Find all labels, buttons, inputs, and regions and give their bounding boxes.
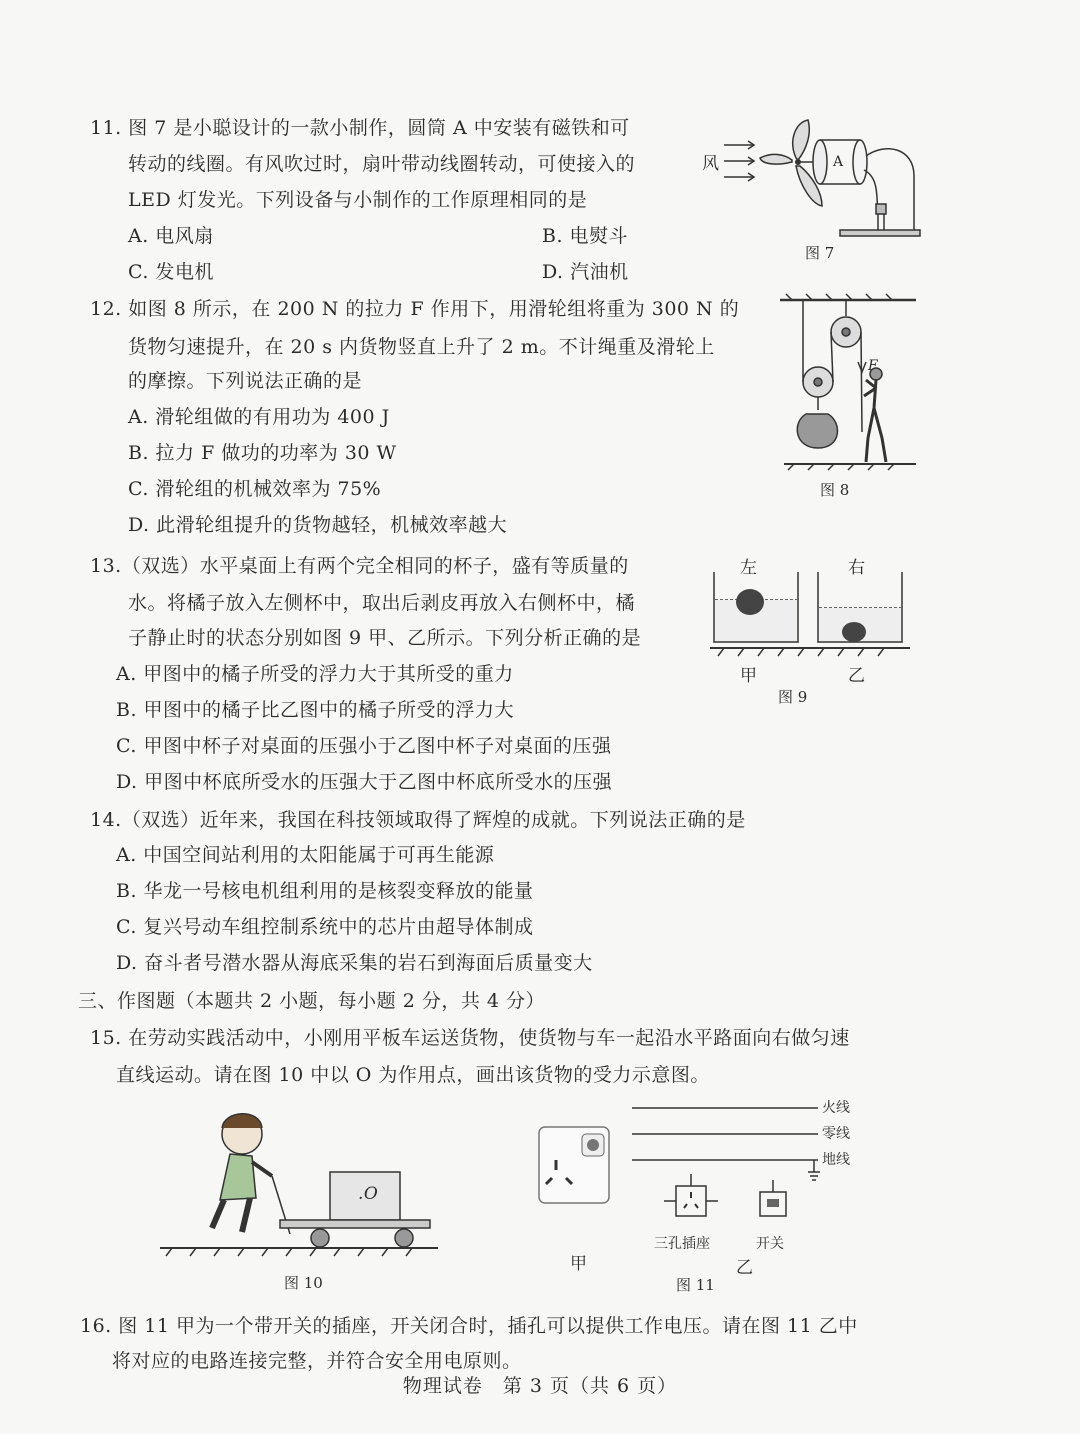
figure-10-cart <box>160 1100 440 1260</box>
right-cup-label: 右 <box>848 558 866 578</box>
figure-11-socket-photo <box>538 1126 610 1206</box>
q12-stem-line2: 货物匀速提升，在 20 s 内货物竖直上升了 2 m。不计绳重及滑轮上 <box>128 336 715 358</box>
q12-option-c: C. 滑轮组的机械效率为 75% <box>128 478 382 500</box>
q15-stem-line2: 直线运动。请在图 10 中以 O 为作用点，画出该货物的受力示意图。 <box>116 1064 710 1086</box>
q13-option-c: C. 甲图中杯子对桌面的压强小于乙图中杯子对桌面的压强 <box>116 735 612 757</box>
q11-stem-line3: LED 灯发光。下列设备与小制作的工作原理相同的是 <box>128 189 588 211</box>
figure-9-caption: 图 9 <box>778 688 808 706</box>
q12-option-d: D. 此滑轮组提升的货物越轻，机械效率越大 <box>128 514 508 536</box>
q15-stem-line1: 15. 在劳动实践活动中，小刚用平板车运送货物，使货物与车一起沿水平路面向右做匀速 <box>90 1027 850 1049</box>
q13-stem-line2: 水。将橘子放入左侧杯中，取出后剥皮再放入右侧杯中，橘 <box>128 592 636 614</box>
q12-stem-line1: 12. 如图 8 所示，在 200 N 的拉力 F 作用下，用滑轮组将重为 300 N 的 <box>90 298 740 320</box>
section-3-heading: 三、作图题（本题共 2 小题，每小题 2 分，共 4 分） <box>78 990 546 1012</box>
fig11-jia-label: 甲 <box>570 1254 588 1274</box>
figure-8-caption: 图 8 <box>820 481 850 499</box>
q11-option-c: C. 发电机 <box>128 261 214 283</box>
figure-7-generator <box>700 112 930 242</box>
page-footer: 物理试卷 第 3 页（共 6 页） <box>402 1375 678 1397</box>
q13-option-d: D. 甲图中杯底所受水的压强大于乙图中杯底所受水的压强 <box>116 771 613 793</box>
wind-label: 风 <box>702 154 720 174</box>
figure-11-circuit <box>628 1100 828 1220</box>
cylinder-a-label: A <box>833 154 844 170</box>
q14-stem-line1: 14.（双选）近年来，我国在科技领域取得了辉煌的成就。下列说法正确的是 <box>90 809 746 831</box>
switch-label: 开关 <box>756 1236 784 1252</box>
q11-stem-line2: 转动的线圈。有风吹过时，扇叶带动线圈转动，可使接入的 <box>128 153 636 175</box>
q14-option-a: A. 中国空间站利用的太阳能属于可再生能源 <box>116 844 495 866</box>
q13-option-b: B. 甲图中的橘子比乙图中的橘子所受的浮力大 <box>116 699 515 721</box>
socket-label: 三孔插座 <box>654 1236 710 1252</box>
live-wire-label: 火线 <box>822 1100 850 1116</box>
q12-option-a: A. 滑轮组做的有用功为 400 J <box>128 406 390 428</box>
q16-stem-line1: 16. 图 11 甲为一个带开关的插座，开关闭合时，插孔可以提供工作电压。请在图 11 乙中 <box>80 1315 858 1337</box>
left-cup-label: 左 <box>740 558 758 578</box>
q13-option-a: A. 甲图中的橘子所受的浮力大于其所受的重力 <box>116 663 514 685</box>
figure-11-caption: 图 11 <box>676 1276 715 1294</box>
yi-label: 乙 <box>848 666 866 686</box>
q14-option-d: D. 奋斗者号潜水器从海底采集的岩石到海面后质量变大 <box>116 952 593 974</box>
q16-stem-line2: 将对应的电路连接完整，并符合安全用电原则。 <box>112 1350 522 1372</box>
fig11-yi-label: 乙 <box>736 1258 754 1278</box>
q14-option-c: C. 复兴号动车组控制系统中的芯片由超导体制成 <box>116 916 534 938</box>
force-f-label: F <box>868 358 878 374</box>
jia-label: 甲 <box>740 666 758 686</box>
q12-stem-line3: 的摩擦。下列说法正确的是 <box>128 370 363 392</box>
q13-stem-line1: 13.（双选）水平桌面上有两个完全相同的杯子，盛有等质量的 <box>90 555 629 577</box>
q11-stem-line1: 11. 图 7 是小聪设计的一款小制作，圆筒 A 中安装有磁铁和可 <box>90 117 630 139</box>
q11-option-b: B. 电熨斗 <box>542 225 629 247</box>
ground-wire-label: 地线 <box>822 1152 850 1168</box>
figure-9-cups <box>714 568 914 658</box>
figure-8-pulley <box>776 292 926 472</box>
q12-option-b: B. 拉力 F 做功的功率为 30 W <box>128 442 397 464</box>
q14-option-b: B. 华龙一号核电机组利用的是核裂变释放的能量 <box>116 880 534 902</box>
neutral-wire-label: 零线 <box>822 1126 850 1142</box>
figure-7-caption: 图 7 <box>805 244 835 262</box>
q13-stem-line3: 子静止时的状态分别如图 9 甲、乙所示。下列分析正确的是 <box>128 627 642 649</box>
q11-option-a: A. 电风扇 <box>128 225 214 247</box>
q11-option-d: D. 汽油机 <box>542 261 629 283</box>
figure-10-caption: 图 10 <box>284 1274 323 1292</box>
point-o-label: .O <box>358 1184 379 1204</box>
